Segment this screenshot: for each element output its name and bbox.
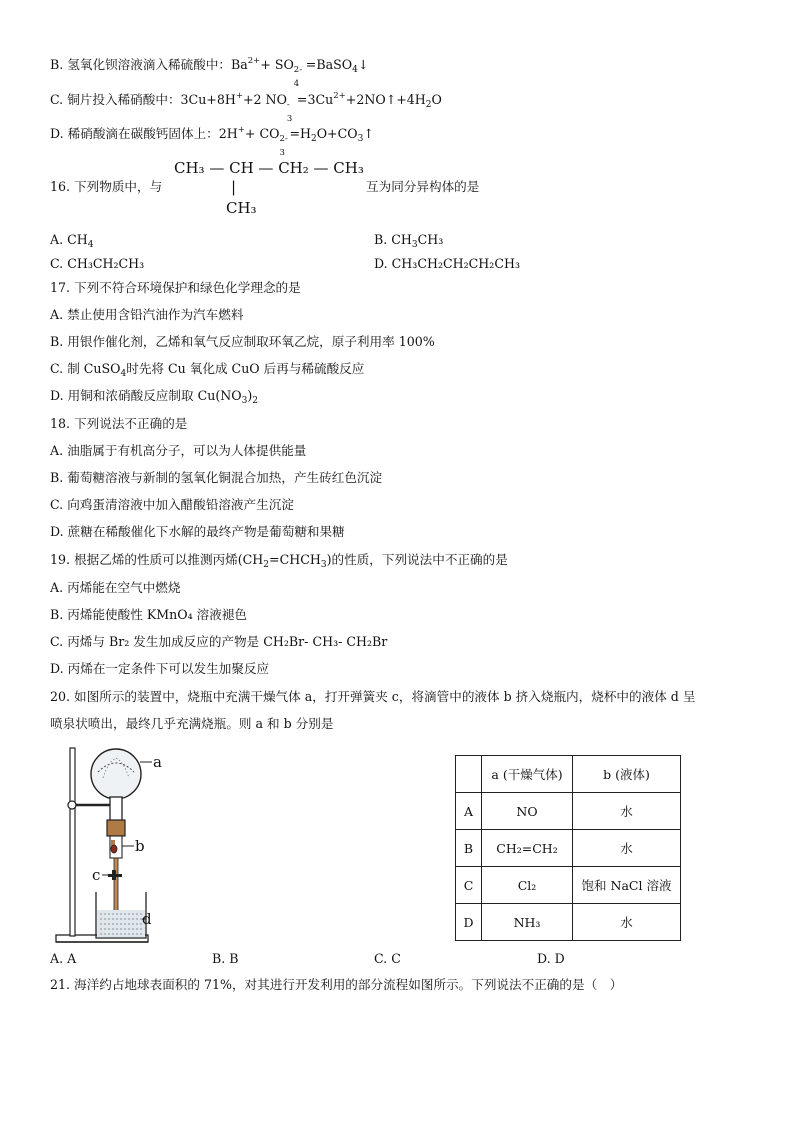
q15-option-c xyxy=(50,88,442,124)
table-header-row xyxy=(456,756,681,793)
table-row xyxy=(456,793,681,830)
stand-rod xyxy=(70,748,75,936)
q18-stem: 18. 下列说法不正确的是 xyxy=(50,416,188,431)
figure-label-b: b xyxy=(135,837,145,855)
table-cell: C xyxy=(456,867,482,904)
q19-option-a: A. 丙烯能在空气中燃烧 xyxy=(50,580,181,595)
flask xyxy=(91,749,141,827)
q15-option-b-text: B. 氢氧化钡溶液滴入稀硫酸中： xyxy=(50,57,231,72)
figure-label-a: a xyxy=(153,753,162,771)
clamp xyxy=(68,801,116,809)
q20-stem-line2: 喷泉状喷出，最终几乎充满烧瓶。则 a 和 b 分别是 xyxy=(50,716,334,731)
table-row xyxy=(456,867,681,904)
q20-answer-c: C. C xyxy=(374,951,401,966)
figure-label-d: d xyxy=(142,910,152,928)
q17-option-a: A. 禁止使用含铅汽油作为汽车燃料 xyxy=(50,307,244,322)
q15-option-c-equation: 3Cu+8H++2 NO - 3 $=3Cu^{2+}+2NO↑+4H_2O$ xyxy=(180,91,442,124)
q19-option-c: C. 丙烯与 Br₂ 发生加成反应的产物是 CH₂Br- CH₃- CH₂Br xyxy=(50,634,388,649)
table-cell: B xyxy=(456,830,482,867)
q20-stem-line1: 20. 如图所示的装置中，烧瓶中充满干燥气体 a，打开弹簧夹 c，将滴管中的液体 b 挤入烧瓶内，烧杯中的液体 d 呈 xyxy=(50,689,696,704)
table-cell: 水 xyxy=(573,793,681,830)
table-row xyxy=(456,904,681,941)
table-cell: NH₃ xyxy=(482,904,573,941)
q16-stem-before: 16. 下列物质中，与 xyxy=(50,179,163,194)
q15-option-c-text: C. 铜片投入稀硝酸中： xyxy=(50,92,181,107)
q18-option-b: B. 葡萄糖溶液与新制的氢氧化铜混合加热，产生砖红色沉淀 xyxy=(50,470,383,485)
q17-option-d: D. 用铜和浓硝酸反应制取 $Cu(NO_3)_2$ xyxy=(50,388,258,406)
q16-option-d: D. CH₃CH₂CH₂CH₂CH₃ xyxy=(374,256,520,271)
table-header-cell: b (液体) xyxy=(573,756,681,793)
q19-option-d: D. 丙烯在一定条件下可以发生加聚反应 xyxy=(50,661,270,676)
q16-structure-main: CH₃ — CH — CH₂ — CH₃ xyxy=(174,159,364,177)
table-cell: 饱和 NaCl 溶液 xyxy=(573,867,681,904)
figure-label-c: c xyxy=(92,866,101,884)
q19-stem: 19. 根据乙烯的性质可以推测丙烯$(CH_2=CHCH_3)$的性质，下列说法中不正确的是 xyxy=(50,552,508,570)
q17-option-b: B. 用银作催化剂，乙烯和氧气反应制取环氧乙烷，原子利用率 100% xyxy=(50,334,435,349)
q19-option-b: B. 丙烯能使酸性 KMnO₄ 溶液褪色 xyxy=(50,607,247,622)
q15-option-b-equation: $Ba^{2+}+$ SO 2- 4 =BaSO$_4$↓ xyxy=(230,56,369,89)
q18-option-d: D. 蔗糖在稀酸催化下水解的最终产物是葡萄糖和果糖 xyxy=(50,524,345,539)
beaker xyxy=(96,892,146,938)
table-cell: 水 xyxy=(573,904,681,941)
q16-stem-after: 互为同分异构体的是 xyxy=(366,179,480,194)
table-cell: 水 xyxy=(573,830,681,867)
q15-option-d-text: D. 稀硝酸滴在碳酸钙固体上： xyxy=(50,126,219,141)
q20-answer-a: A. A xyxy=(50,951,77,966)
table-row xyxy=(456,830,681,867)
table-cell: CH₂=CH₂ xyxy=(482,830,573,867)
q16-option-c: C. CH₃CH₂CH₃ xyxy=(50,256,145,271)
table-cell: NO xyxy=(482,793,573,830)
q18-option-a: A. 油脂属于有机高分子，可以为人体提供能量 xyxy=(50,443,307,458)
table-header-cell: a (干燥气体) xyxy=(482,756,573,793)
q20-answer-b: B. B xyxy=(212,951,239,966)
q18-option-c: C. 向鸡蛋清溶液中加入醋酸铅溶液产生沉淀 xyxy=(50,497,294,512)
q16-structure-bond: | xyxy=(231,178,237,196)
q16-option-a: A. $CH_4$ xyxy=(50,232,94,250)
q17-option-c: C. 制 CuSO$_4$时先将 Cu 氧化成 CuO 后再与稀硫酸反应 xyxy=(50,361,365,379)
fountain-apparatus-figure xyxy=(48,742,218,948)
q17-stem: 17. 下列不符合环境保护和绿色化学理念的是 xyxy=(50,280,301,295)
q15-option-d-equation: 2H++ CO 2- 3 $=H_2O+CO_3↑$ xyxy=(218,125,374,158)
table-cell: D xyxy=(456,904,482,941)
spring-clamp-c xyxy=(108,870,122,880)
table-cell: A xyxy=(456,793,482,830)
q16-option-b: B. $CH_3CH_3$ xyxy=(374,232,444,250)
q20-options-table xyxy=(455,755,681,941)
q15-option-d xyxy=(50,122,374,158)
q16-structure-branch: CH₃ xyxy=(226,199,257,217)
q15-option-b xyxy=(50,53,369,89)
table-header-cell xyxy=(456,756,482,793)
q20-answer-d: D. D xyxy=(537,951,565,966)
q21-stem: 21. 海洋约占地球表面积的 71%，对其进行开发利用的部分流程如图所示。下列说法不正确的是（ ） xyxy=(50,977,623,992)
table-cell: Cl₂ xyxy=(482,867,573,904)
